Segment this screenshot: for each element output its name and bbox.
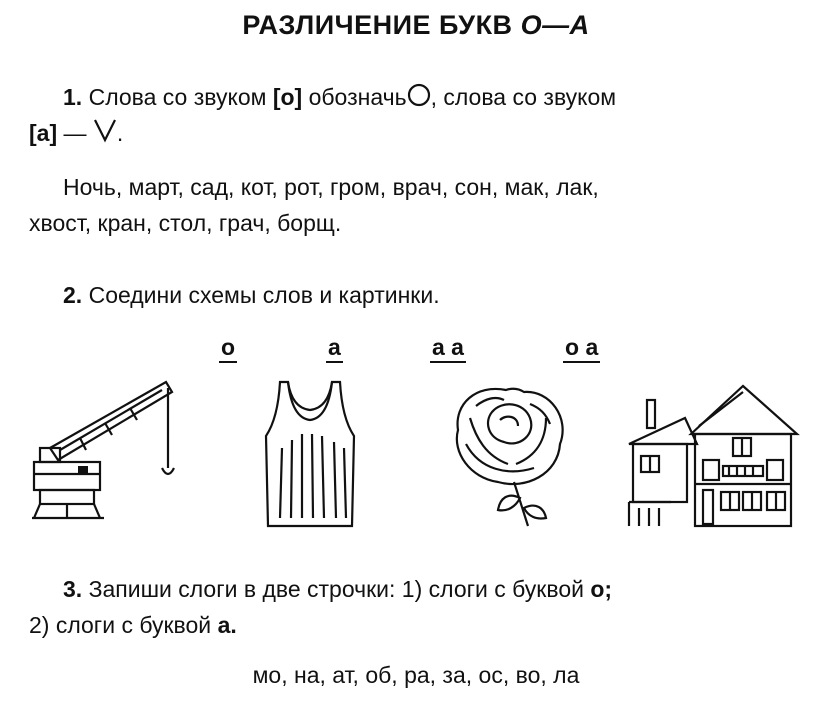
scheme-3: а а	[430, 334, 466, 363]
task2-instruction	[63, 278, 440, 312]
task3-number: 3.	[63, 576, 83, 602]
task1-end: .	[116, 120, 124, 146]
task1-text-b: обозначь	[308, 84, 407, 110]
task1-instruction-line2	[29, 116, 123, 152]
rose-icon	[446, 378, 570, 533]
task2-number: 2.	[63, 282, 83, 308]
task3-text-b: 2) слоги с буквой	[29, 612, 212, 638]
task3-instruction	[63, 572, 612, 606]
task1-text-a: Слова со звуком	[88, 84, 267, 110]
tank-top-icon	[258, 378, 362, 533]
scheme-4: о а	[563, 334, 600, 363]
task1-words-line2: хвост, кран, стол, грач, борщ.	[29, 210, 342, 236]
title-main: РАЗЛИЧЕНИЕ БУКВ	[242, 10, 513, 40]
title-letters: О—А	[520, 10, 590, 40]
task3-instruction-line2	[29, 608, 237, 642]
task1-words-line1: Ночь, март, сад, кот, рот, гром, врач, сон, мак, лак,	[63, 174, 599, 200]
crane-icon	[30, 378, 190, 533]
task3-letter-o: о;	[590, 576, 613, 602]
task1-dash: —	[63, 120, 87, 146]
task2-text: Соедини схемы слов и картинки.	[88, 282, 440, 308]
task3-letter-a: а.	[217, 612, 237, 638]
checkmark-v-icon	[93, 117, 117, 152]
task3-syllables: мо, на, ат, об, ра, за, ос, во, ла	[252, 662, 580, 688]
task1-number: 1.	[63, 84, 83, 110]
house-icon	[625, 378, 800, 533]
scheme-1: о	[219, 334, 237, 363]
task1-instruction	[63, 80, 616, 116]
circle-icon	[407, 82, 431, 116]
page-title	[0, 10, 832, 41]
scheme-2: а	[326, 334, 343, 363]
task1-sound-o: [о]	[272, 84, 303, 110]
task3-text-a: Запиши слоги в две строчки: 1) слоги с буквой	[88, 576, 584, 602]
task1-text-c: , слова со звуком	[430, 84, 617, 110]
task1-sound-a: [а]	[29, 120, 58, 146]
